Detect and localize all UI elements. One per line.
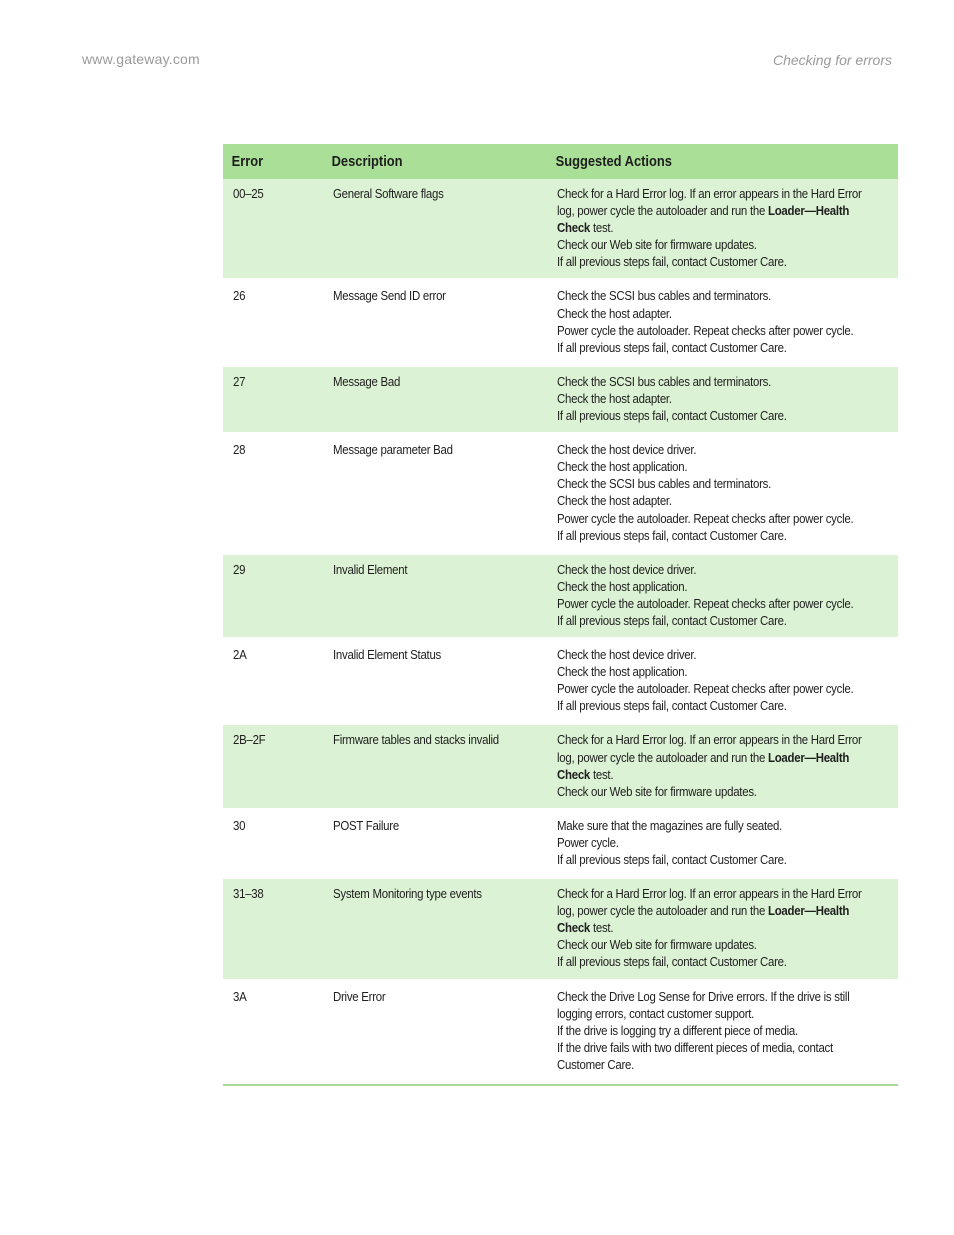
action-text: Check the host adapter. [557, 493, 672, 509]
column-header-suggested-actions: Suggested Actions [555, 153, 672, 170]
action-line [557, 595, 888, 612]
action-lines [557, 373, 888, 424]
action-text: If all previous steps fail, contact Customer Care. [557, 954, 787, 970]
error-code-cell [223, 185, 323, 270]
action-lines [557, 646, 888, 714]
error-code: 2B–2F [233, 732, 266, 748]
action-text: If all previous steps fail, contact Customer Care. [557, 852, 787, 867]
action-text: If the drive fails with two different pieces of media, contact [557, 1039, 833, 1055]
action-text: Check the Drive Log Sense for Drive errors. If the drive is still [557, 988, 850, 1004]
error-code-cell [223, 885, 323, 970]
action-text: Check the host device driver. [557, 647, 697, 663]
action-text: Check the host application. [557, 578, 688, 594]
error-code-cell [223, 287, 323, 355]
error-description: General Software flags [333, 186, 444, 201]
action-emphasis: Loader—Health [767, 203, 850, 219]
action-text: logging errors, contact customer support. [557, 1005, 755, 1021]
error-description: Drive Error [333, 988, 386, 1004]
column-header-description: Description [331, 153, 403, 170]
action-text: Power cycle the autoloader. Repeat checks after power cycle. [557, 595, 854, 611]
action-text: Power cycle. [557, 834, 619, 850]
suggested-actions-cell [547, 885, 898, 970]
action-lines [557, 731, 888, 799]
error-codes-table [223, 144, 898, 1086]
action-line [557, 253, 888, 270]
table-body [223, 179, 898, 1084]
error-description: POST Failure [333, 817, 399, 833]
action-line [557, 646, 888, 663]
action-text: Check the SCSI bus cables and terminators. [557, 288, 772, 304]
section-title: Checking for errors [772, 52, 892, 68]
action-text: Check the host device driver. [557, 442, 697, 458]
action-emphasis: Loader—Health [767, 749, 850, 765]
action-line [557, 783, 888, 800]
action-text: Customer Care. [557, 1056, 635, 1072]
action-text: If all previous steps fail, contact Customer Care. [557, 698, 787, 714]
suggested-actions-cell [547, 185, 898, 270]
table-row [223, 555, 898, 640]
error-code: 28 [233, 442, 246, 458]
action-lines [557, 287, 888, 355]
action-text: test. [590, 920, 614, 936]
action-text: If all previous steps fail, contact Customer Care. [557, 254, 787, 270]
error-code-cell [223, 988, 323, 1073]
action-line [557, 1022, 888, 1039]
action-lines [557, 988, 888, 1073]
error-code: 27 [233, 373, 246, 389]
table-row [223, 982, 898, 1084]
action-line [557, 458, 888, 475]
action-emphasis: Loader—Health [767, 903, 850, 919]
table-header-row [223, 144, 898, 179]
action-line [557, 390, 888, 407]
error-description: System Monitoring type events [333, 886, 482, 902]
action-line [557, 202, 888, 219]
action-text: If all previous steps fail, contact Customer Care. [557, 527, 787, 543]
action-line [557, 373, 888, 390]
action-text: log, power cycle the autoloader and run the [557, 749, 768, 765]
error-code: 30 [233, 817, 246, 833]
action-text: Check our Web site for firmware updates. [557, 783, 757, 799]
error-code-cell [223, 441, 323, 544]
action-line [557, 441, 888, 458]
action-line [557, 680, 888, 697]
action-line [557, 322, 888, 339]
action-text: If all previous steps fail, contact Customer Care. [557, 612, 787, 628]
table-row [223, 879, 898, 981]
action-text: Check for a Hard Error log. If an error appears in the Hard Error [557, 186, 862, 201]
action-line [557, 851, 888, 868]
action-line [557, 287, 888, 304]
suggested-actions-cell [547, 817, 898, 868]
action-text: Check for a Hard Error log. If an error appears in the Hard Error [557, 886, 862, 902]
action-text: test. [590, 220, 614, 236]
action-line [557, 1005, 888, 1022]
action-line [557, 339, 888, 356]
error-description: Message parameter Bad [333, 442, 453, 458]
action-line [557, 407, 888, 424]
description-cell [323, 885, 547, 970]
table-row [223, 281, 898, 366]
action-text: Power cycle the autoloader. Repeat checks after power cycle. [557, 322, 854, 338]
description-cell [323, 373, 547, 424]
description-cell [323, 988, 547, 1073]
action-emphasis: Check [557, 220, 591, 236]
action-line [557, 612, 888, 629]
action-text: Check the SCSI bus cables and terminators. [557, 373, 772, 389]
action-line [557, 697, 888, 714]
action-text: If all previous steps fail, contact Customer Care. [557, 339, 787, 355]
action-line [557, 1056, 888, 1073]
action-line [557, 561, 888, 578]
table-row [223, 811, 898, 879]
action-text: test. [590, 766, 614, 782]
action-line [557, 731, 888, 748]
action-text: log, power cycle the autoloader and run the [557, 903, 768, 919]
action-line [557, 953, 888, 970]
action-line [557, 578, 888, 595]
action-lines [557, 561, 888, 629]
action-line [557, 236, 888, 253]
error-code-cell [223, 731, 323, 799]
action-emphasis: Check [557, 766, 591, 782]
action-text: Check the host application. [557, 664, 688, 680]
error-description: Firmware tables and stacks invalid [333, 732, 499, 748]
action-line [557, 766, 888, 783]
action-lines [557, 185, 888, 270]
action-text: Check our Web site for firmware updates. [557, 937, 757, 953]
table-row [223, 640, 898, 725]
action-line [557, 663, 888, 680]
description-cell [323, 817, 547, 868]
error-code: 3A [233, 988, 247, 1004]
error-code-cell [223, 561, 323, 629]
suggested-actions-cell [547, 441, 898, 544]
action-emphasis: Check [557, 920, 591, 936]
description-cell [323, 287, 547, 355]
action-line [557, 219, 888, 236]
error-code-cell [223, 373, 323, 424]
error-code: 26 [233, 288, 246, 304]
action-line [557, 510, 888, 527]
table-row [223, 435, 898, 555]
suggested-actions-cell [547, 646, 898, 714]
description-cell [323, 185, 547, 270]
action-line [557, 492, 888, 509]
action-lines [557, 441, 888, 544]
suggested-actions-cell [547, 373, 898, 424]
error-code-cell [223, 817, 323, 868]
action-line [557, 185, 888, 202]
error-description: Message Send ID error [333, 288, 446, 304]
action-line [557, 1039, 888, 1056]
error-code-cell [223, 646, 323, 714]
description-cell [323, 561, 547, 629]
column-header-error: Error [231, 153, 264, 170]
error-code: 31–38 [233, 886, 264, 902]
action-line [557, 834, 888, 851]
action-line [557, 936, 888, 953]
suggested-actions-cell [547, 731, 898, 799]
action-text: Check our Web site for firmware updates. [557, 237, 757, 253]
action-line [557, 749, 888, 766]
error-code: 00–25 [233, 186, 264, 201]
website-url: www.gateway.com [82, 51, 200, 67]
error-description: Invalid Element Status [333, 647, 442, 663]
action-text: Check the host adapter. [557, 390, 672, 406]
suggested-actions-cell [547, 287, 898, 355]
action-line [557, 919, 888, 936]
action-text: Check the host adapter. [557, 305, 672, 321]
table-row [223, 367, 898, 435]
error-code: 2A [233, 647, 247, 663]
action-line [557, 817, 888, 834]
action-line [557, 885, 888, 902]
action-text: Check the host application. [557, 459, 688, 475]
description-cell [323, 731, 547, 799]
action-lines [557, 817, 888, 868]
action-line [557, 988, 888, 1005]
action-text: Power cycle the autoloader. Repeat checks after power cycle. [557, 681, 854, 697]
action-text: If the drive is logging try a different piece of media. [557, 1022, 798, 1038]
action-text: Make sure that the magazines are fully seated. [557, 817, 783, 833]
description-cell [323, 646, 547, 714]
action-text: Power cycle the autoloader. Repeat checks after power cycle. [557, 510, 854, 526]
action-text: Check the SCSI bus cables and terminators. [557, 476, 772, 492]
action-line [557, 902, 888, 919]
action-text: Check for a Hard Error log. If an error appears in the Hard Error [557, 732, 862, 748]
suggested-actions-cell [547, 988, 898, 1073]
action-text: log, power cycle the autoloader and run the [557, 203, 768, 219]
action-line [557, 305, 888, 322]
action-line [557, 527, 888, 544]
action-lines [557, 885, 888, 970]
action-line [557, 475, 888, 492]
table-row [223, 725, 898, 810]
action-text: If all previous steps fail, contact Customer Care. [557, 408, 787, 424]
table-row [223, 179, 898, 281]
action-text: Check the host device driver. [557, 561, 697, 577]
error-description: Message Bad [333, 373, 401, 389]
error-code: 29 [233, 561, 246, 577]
description-cell [323, 441, 547, 544]
suggested-actions-cell [547, 561, 898, 629]
error-description: Invalid Element [333, 561, 408, 577]
